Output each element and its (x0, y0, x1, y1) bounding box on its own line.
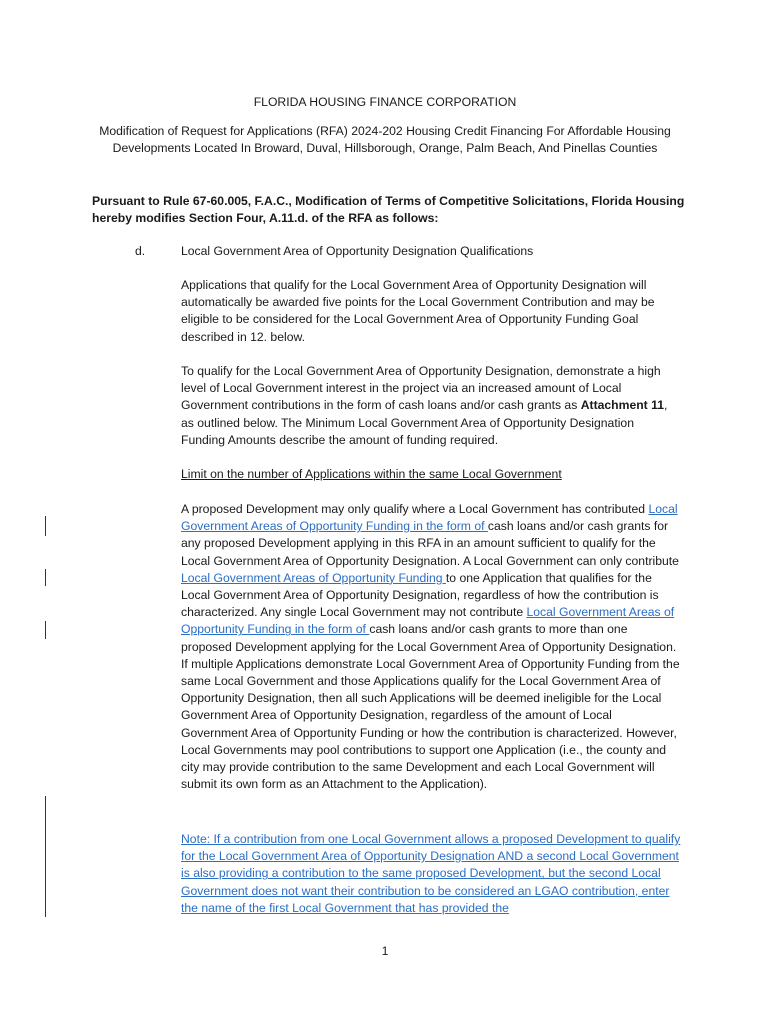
change-bar-4 (45, 796, 46, 917)
inserted-text-link-1[interactable]: Local Government Areas of Opportunity Funding in the form of (181, 502, 678, 534)
change-bar-3 (45, 621, 46, 639)
paragraph-designation-points: Applications that qualify for the Local Government Area of Opportunity Designation will automatically be awarded five points for the Local Government Contribution and may be eligible to be considered for the Local Government Area of Opportunity Funding Goal described in 12. below. (181, 278, 655, 344)
inserted-text-link-3[interactable]: Local Government Areas of Opportunity Funding in the form of (181, 605, 675, 637)
attachment-reference: Attachment 11 (580, 398, 665, 413)
paragraph-qualify (181, 363, 681, 449)
section-label: d. (135, 244, 146, 258)
page-number: 1 (381, 944, 389, 958)
paragraph-qualify-text-a: To qualify for the Local Government Area of Opportunity Designation, demonstrate a high level of Local Government interest in the project via an increased amount of Local Government contributions in the form of cash loans and/or cash grants as (181, 364, 661, 413)
inserted-text-link-2[interactable]: Local Government Areas of Opportunity Funding (181, 570, 446, 585)
section-title: Local Government Area of Opportunity Designation Qualifications (181, 244, 534, 258)
note-paragraph: Note: If a contribution from one Local Government allows a proposed Development to qualify for the Local Government Area of Opportunity Designation AND a second Local Government is also providing a contribution to the same proposed Development, but the second Local Government does not want their contribution to be considered an LGAO contribution, enter the name of the first Local Government that has provided the (181, 832, 681, 915)
limit-text-2: cash loans and/or cash grants for any proposed Development applying in this RFA in an amount sufficient to qualify for the Local Government Area of Opportunity Designation. A Local Government can only contribute (181, 519, 679, 568)
change-bar-1 (45, 516, 46, 536)
limit-text-4: cash loans and/or cash grants to more than one proposed Development applying for the Local Government Area of Opportunity Designation. If multiple Applications demonstrate Local Government Area of Opportunity Funding from the same Local Government and those Applications qualify for the Local Government Area of Opportunity Designation, then all such Applications will be deemed ineligible for the Local Government Area of Opportunity Designation, regardless of the amount of Local Government Area of Opportunity Funding or how the contribution is characterized. However, Local Governments may pool contributions to support one Application (i.e., the county and city may provide contribution to the same Development and each Local Government will submit its own form as an Attachment to the Application). (181, 622, 680, 792)
paragraph-qualify-text-c: , as outlined below. The Minimum Local Government Area of Opportunity Designation Funding Amounts describe the amount of funding required. (181, 398, 668, 447)
organization-heading: FLORIDA HOUSING FINANCE CORPORATION (253, 95, 517, 109)
pursuant-statement: Pursuant to Rule 67-60.005, F.A.C., Modification of Terms of Competitive Solicitations, Florida Housing hereby modifies Section Four, A.11.d. of the RFA as follows: (92, 194, 685, 225)
limit-text-3: to one Application that qualifies for the Local Government Area of Opportunity Designation, regardless of how the contribution is characterized. Any single Local Government may not contribute (181, 570, 659, 620)
paragraph-limit (181, 501, 681, 793)
document-subtitle: Modification of Request for Applications (RFA) 2024-202 Housing Credit Financing For Affordable Housing Developments Located In Broward, Duval, Hillsborough, Orange, Palm Beach, And Pinellas Counties (99, 124, 671, 155)
limit-text-1: A proposed Development may only qualify where a Local Government has contributed (181, 502, 649, 516)
change-bar-2 (45, 569, 46, 586)
limit-heading: Limit on the number of Applications within the same Local Government (181, 467, 562, 481)
